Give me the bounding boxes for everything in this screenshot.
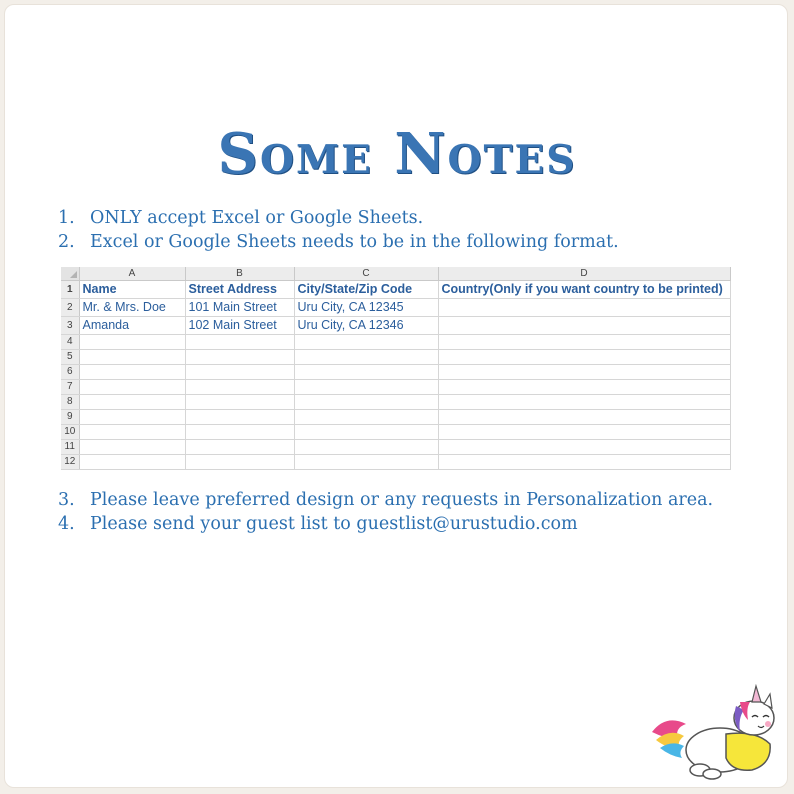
table-cell: Uru City, CA 12346 <box>294 317 438 335</box>
table-cell <box>79 350 185 365</box>
table-row <box>61 350 730 365</box>
header-cell: Name <box>79 281 185 299</box>
column-header: B <box>185 267 294 281</box>
note-item <box>58 512 778 536</box>
row-number: 9 <box>61 410 79 425</box>
table-row <box>61 380 730 395</box>
table-row <box>61 365 730 380</box>
header-cell: Street Address <box>185 281 294 299</box>
table-cell <box>438 395 730 410</box>
table-cell <box>438 410 730 425</box>
table-cell <box>438 455 730 470</box>
table-cell: 101 Main Street <box>185 299 294 317</box>
table-cell: 102 Main Street <box>185 317 294 335</box>
row-number: 2 <box>61 299 79 317</box>
column-header: D <box>438 267 730 281</box>
table-cell <box>79 410 185 425</box>
row-number: 1 <box>61 281 79 299</box>
table-cell <box>438 380 730 395</box>
row-number: 10 <box>61 425 79 440</box>
table-cell <box>79 425 185 440</box>
table-cell: Mr. & Mrs. Doe <box>79 299 185 317</box>
note-item <box>58 206 778 230</box>
table-cell <box>185 425 294 440</box>
unicorn-icon <box>648 684 788 784</box>
note-number: 2. <box>58 232 75 252</box>
table-row <box>61 317 730 335</box>
table-cell <box>438 365 730 380</box>
table-cell <box>294 440 438 455</box>
note-text: Please send your guest list to guestlist@urustudio.com <box>90 514 578 534</box>
table-cell <box>79 395 185 410</box>
select-all-corner <box>61 267 79 281</box>
table-cell <box>185 350 294 365</box>
table-cell <box>294 395 438 410</box>
table-cell <box>79 455 185 470</box>
note-number: 4. <box>58 514 75 534</box>
table-row <box>61 455 730 470</box>
table-cell <box>294 365 438 380</box>
table-cell <box>185 410 294 425</box>
table-row <box>61 299 730 317</box>
row-number: 5 <box>61 350 79 365</box>
table-row <box>61 410 730 425</box>
table-cell: Uru City, CA 12345 <box>294 299 438 317</box>
table-cell <box>438 317 730 335</box>
table-cell <box>294 380 438 395</box>
row-number: 11 <box>61 440 79 455</box>
row-number: 12 <box>61 455 79 470</box>
note-text: Please leave preferred design or any requests in Personalization area. <box>90 490 714 510</box>
table-cell <box>438 425 730 440</box>
note-number: 1. <box>58 208 75 228</box>
spreadsheet-example <box>61 267 731 470</box>
table-cell <box>438 440 730 455</box>
row-number: 6 <box>61 365 79 380</box>
row-number: 4 <box>61 335 79 350</box>
table-cell: Amanda <box>79 317 185 335</box>
header-cell: City/State/Zip Code <box>294 281 438 299</box>
table-cell <box>185 335 294 350</box>
table-cell <box>79 440 185 455</box>
table-cell <box>79 335 185 350</box>
table-cell <box>185 455 294 470</box>
table-row <box>61 281 730 299</box>
row-number: 3 <box>61 317 79 335</box>
table-cell <box>294 335 438 350</box>
table-cell <box>185 365 294 380</box>
table-cell <box>185 380 294 395</box>
notes-list-top <box>58 206 778 254</box>
table-cell <box>438 350 730 365</box>
row-number: 8 <box>61 395 79 410</box>
table-row <box>61 425 730 440</box>
table-cell <box>294 350 438 365</box>
note-item <box>58 488 778 512</box>
table-row <box>61 395 730 410</box>
note-text: ONLY accept Excel or Google Sheets. <box>90 208 424 228</box>
column-header: C <box>294 267 438 281</box>
table-cell <box>438 299 730 317</box>
notes-list-bottom <box>58 488 778 536</box>
table-cell <box>185 440 294 455</box>
table-cell <box>79 380 185 395</box>
note-number: 3. <box>58 490 75 510</box>
table-row <box>61 440 730 455</box>
note-text: Excel or Google Sheets needs to be in the following format. <box>90 232 619 252</box>
table-cell <box>438 335 730 350</box>
table-cell <box>185 395 294 410</box>
header-cell: Country(Only if you want country to be printed) <box>438 281 730 299</box>
table-cell <box>294 455 438 470</box>
column-header-row <box>61 267 730 281</box>
table-cell <box>294 425 438 440</box>
table-row <box>61 335 730 350</box>
table-cell <box>79 365 185 380</box>
table-cell <box>294 410 438 425</box>
note-item <box>58 230 778 254</box>
page-title: Some Notes <box>217 121 577 187</box>
column-header: A <box>79 267 185 281</box>
row-number: 7 <box>61 380 79 395</box>
